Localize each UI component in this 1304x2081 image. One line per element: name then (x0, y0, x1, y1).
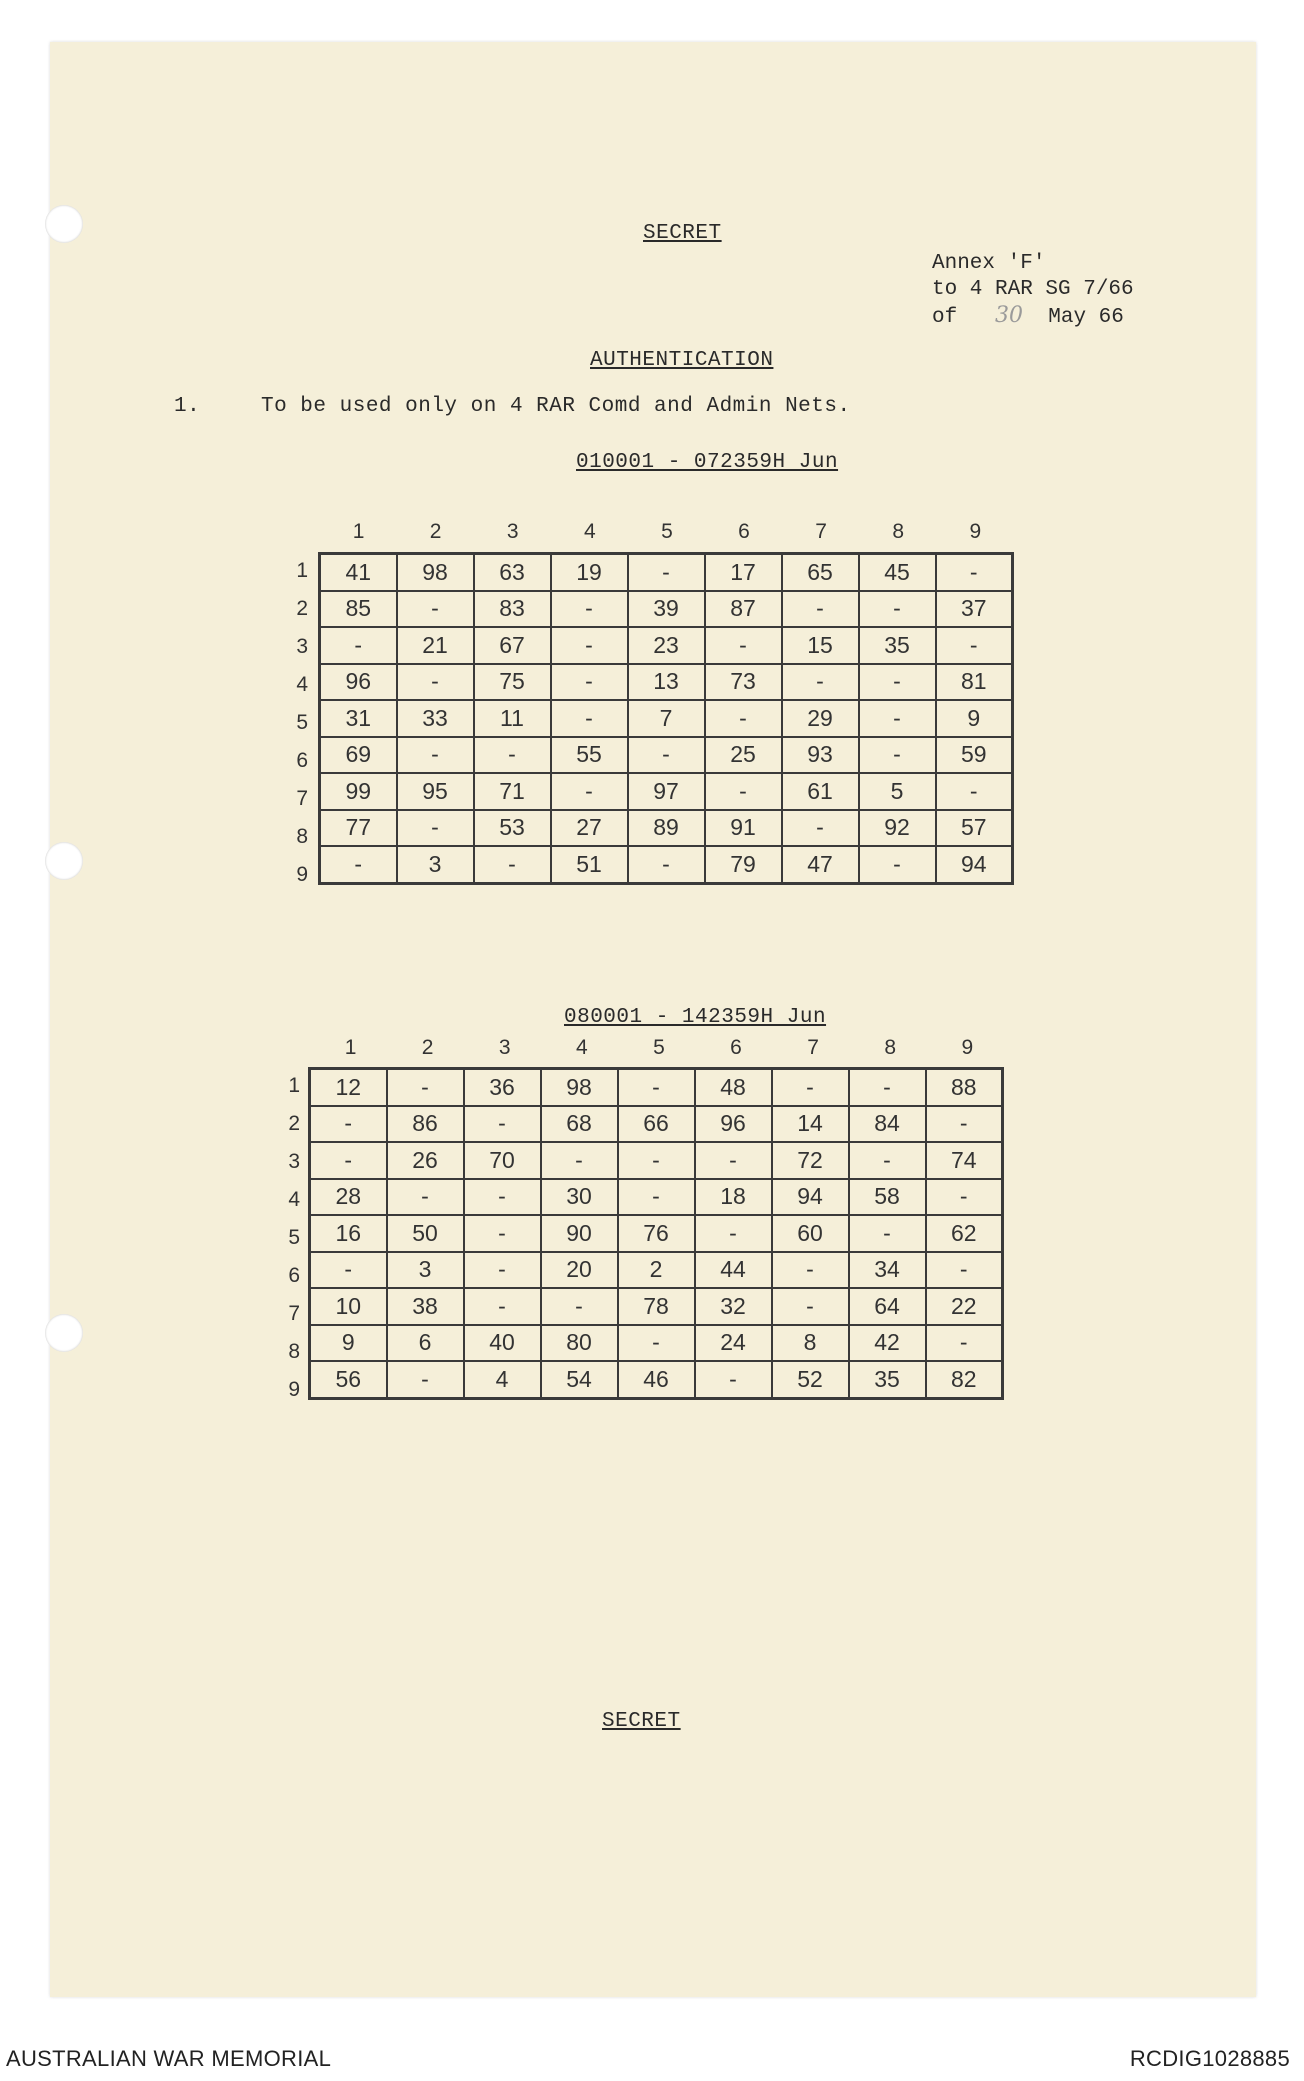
table-cell: 74 (926, 1142, 1003, 1179)
table-cell: 15 (782, 627, 859, 664)
table-cell: 18 (695, 1179, 772, 1216)
column-headers-2 (312, 1036, 1006, 1060)
table-period-1: 010001 - 072359H Jun (576, 451, 839, 474)
row-header: 9 (288, 1378, 300, 1401)
table-cell: - (849, 1142, 926, 1179)
row-header: 7 (296, 787, 308, 810)
column-header: 6 (738, 520, 750, 543)
table-cell: 87 (705, 591, 782, 628)
table-cell: 37 (936, 591, 1013, 628)
table-cell: 58 (849, 1179, 926, 1216)
table-cell: 3 (397, 846, 474, 883)
archive-footer-right: RCDIG1028885 (1129, 2046, 1290, 2071)
table-cell: 94 (936, 846, 1013, 883)
table-cell: - (310, 1142, 387, 1179)
table-cell: 31 (320, 700, 397, 737)
table-cell: 68 (541, 1106, 618, 1143)
table-cell: - (926, 1106, 1003, 1143)
table-cell: - (849, 1069, 926, 1106)
table-row (310, 1252, 1003, 1289)
table-cell: 59 (936, 737, 1013, 774)
table-cell: 35 (849, 1361, 926, 1398)
table-cell: - (936, 627, 1013, 664)
table-cell: 32 (695, 1288, 772, 1325)
row-header: 7 (288, 1302, 300, 1325)
table-cell: 98 (541, 1069, 618, 1106)
row-header: 8 (296, 825, 308, 848)
table-period-2: 080001 - 142359H Jun (564, 1006, 827, 1029)
table-row (320, 554, 1013, 591)
table-cell: 34 (849, 1252, 926, 1289)
table-row (320, 627, 1013, 664)
table-cell: 44 (695, 1252, 772, 1289)
table-cell: 13 (628, 664, 705, 701)
table-cell: 61 (782, 773, 859, 810)
classification-bottom: SECRET (602, 1710, 681, 1733)
table-cell: - (628, 737, 705, 774)
row-headers-1 (282, 552, 308, 894)
table-cell: 25 (705, 737, 782, 774)
table-cell: 45 (859, 554, 936, 591)
table-cell: - (618, 1142, 695, 1179)
table-cell: - (782, 591, 859, 628)
table-cell: 57 (936, 810, 1013, 847)
table-cell: - (551, 627, 628, 664)
table-cell: - (782, 810, 859, 847)
table-cell: 27 (551, 810, 628, 847)
table-cell: 88 (926, 1069, 1003, 1106)
column-header: 4 (583, 520, 596, 543)
table-cell: - (310, 1252, 387, 1289)
annex-line-3 (932, 303, 1134, 331)
table-cell: 78 (618, 1288, 695, 1325)
table-cell: 89 (628, 810, 705, 847)
document-title: AUTHENTICATION (590, 349, 774, 372)
column-header: 4 (575, 1036, 588, 1059)
row-header: 5 (288, 1226, 300, 1249)
table-cell: - (772, 1252, 849, 1289)
table-cell: 8 (772, 1325, 849, 1362)
table-cell: 60 (772, 1215, 849, 1252)
table-cell: 23 (628, 627, 705, 664)
table-cell: - (695, 1142, 772, 1179)
paragraph-text: To be used only on 4 RAR Comd and Admin Nets. (261, 395, 851, 418)
table-cell: 19 (551, 554, 628, 591)
table-row (310, 1106, 1003, 1143)
table-cell: 65 (782, 554, 859, 591)
table-cell: 71 (474, 773, 551, 810)
table-cell: 53 (474, 810, 551, 847)
table-cell: 40 (464, 1325, 541, 1362)
table-cell: 82 (926, 1361, 1003, 1398)
row-header: 2 (288, 1112, 300, 1135)
table-row (320, 664, 1013, 701)
table-cell: - (541, 1288, 618, 1325)
table-cell: - (926, 1325, 1003, 1362)
table-row (320, 737, 1013, 774)
table-cell: - (859, 664, 936, 701)
table-cell: - (695, 1215, 772, 1252)
table-body (310, 1069, 1003, 1399)
table-cell: - (310, 1106, 387, 1143)
table-cell: 20 (541, 1252, 618, 1289)
table-cell: - (551, 664, 628, 701)
row-header: 1 (288, 1074, 300, 1097)
classification-top: SECRET (643, 222, 722, 245)
column-header: 3 (506, 520, 519, 543)
row-header: 8 (288, 1340, 300, 1363)
table-cell: 17 (705, 554, 782, 591)
table-cell: 21 (397, 627, 474, 664)
table-cell: - (926, 1252, 1003, 1289)
column-header: 2 (421, 1036, 434, 1059)
column-header: 3 (498, 1036, 511, 1059)
table-cell: 85 (320, 591, 397, 628)
table-cell: - (464, 1288, 541, 1325)
table-row (320, 846, 1013, 883)
table-row (310, 1325, 1003, 1362)
table-cell: - (464, 1252, 541, 1289)
table-cell: 56 (310, 1361, 387, 1398)
table-cell: 30 (541, 1179, 618, 1216)
table-cell: - (618, 1069, 695, 1106)
row-header: 9 (296, 863, 308, 886)
table-cell: 42 (849, 1325, 926, 1362)
column-header: 8 (892, 520, 905, 543)
table-cell: - (474, 737, 551, 774)
table-cell: 94 (772, 1179, 849, 1216)
table-cell: 36 (464, 1069, 541, 1106)
handwritten-date: 30 (995, 303, 1024, 328)
table-cell: - (320, 627, 397, 664)
table-cell: 95 (397, 773, 474, 810)
table-cell: 6 (387, 1325, 464, 1362)
column-header: 2 (429, 520, 442, 543)
table-cell: - (397, 810, 474, 847)
row-header: 5 (296, 711, 308, 734)
table-cell: 69 (320, 737, 397, 774)
table-cell: 5 (859, 773, 936, 810)
table-cell: 48 (695, 1069, 772, 1106)
table-cell: - (926, 1179, 1003, 1216)
table-cell: - (474, 846, 551, 883)
table-cell: 79 (705, 846, 782, 883)
table-cell: 9 (310, 1325, 387, 1362)
table-cell: 63 (474, 554, 551, 591)
table-cell: - (859, 737, 936, 774)
table-cell: - (705, 627, 782, 664)
table-cell: 46 (618, 1361, 695, 1398)
table-cell: - (772, 1069, 849, 1106)
table-cell: - (849, 1215, 926, 1252)
table-row (320, 810, 1013, 847)
punch-hole (45, 1314, 83, 1352)
table-cell: - (387, 1069, 464, 1106)
table-cell: - (551, 591, 628, 628)
table-cell: 70 (464, 1142, 541, 1179)
table-cell: - (772, 1288, 849, 1325)
table-cell: 96 (320, 664, 397, 701)
table-cell: - (320, 846, 397, 883)
table-row (320, 591, 1013, 628)
table-cell: 80 (541, 1325, 618, 1362)
annex-line-1: Annex 'F' (932, 252, 1046, 275)
table-cell: 99 (320, 773, 397, 810)
table-cell: 51 (551, 846, 628, 883)
table-cell: 76 (618, 1215, 695, 1252)
table-cell: - (397, 664, 474, 701)
row-header: 2 (296, 597, 308, 620)
table-cell: - (859, 700, 936, 737)
table-cell: 67 (474, 627, 551, 664)
table-row (310, 1215, 1003, 1252)
table-cell: 91 (705, 810, 782, 847)
table-cell: 84 (849, 1106, 926, 1143)
table-cell: 77 (320, 810, 397, 847)
table-cell: 75 (474, 664, 551, 701)
table-cell: - (936, 554, 1013, 591)
table-row (320, 773, 1013, 810)
table-cell: - (397, 591, 474, 628)
table-cell: - (551, 773, 628, 810)
column-header: 1 (344, 1036, 357, 1059)
table-cell: 2 (618, 1252, 695, 1289)
table-cell: - (464, 1106, 541, 1143)
column-header: 7 (807, 1036, 819, 1059)
table-row (310, 1179, 1003, 1216)
table-cell: 22 (926, 1288, 1003, 1325)
table-row (320, 700, 1013, 737)
table-cell: - (387, 1361, 464, 1398)
table-cell: 7 (628, 700, 705, 737)
table-cell: 47 (782, 846, 859, 883)
archive-footer-left: AUSTRALIAN WAR MEMORIAL (6, 2046, 332, 2071)
annex-of: of (932, 306, 958, 329)
table-cell: 93 (782, 737, 859, 774)
table-cell: - (695, 1361, 772, 1398)
table-cell: - (464, 1179, 541, 1216)
row-header: 1 (296, 559, 308, 582)
table-cell: - (628, 554, 705, 591)
row-header: 6 (288, 1264, 300, 1287)
table-row (310, 1069, 1003, 1106)
table-body (320, 554, 1013, 884)
column-header: 9 (969, 520, 982, 543)
annex-line-2: to 4 RAR SG 7/66 (932, 278, 1134, 301)
annex-month-year: May 66 (1048, 306, 1124, 329)
table-cell: - (397, 737, 474, 774)
column-header: 9 (961, 1036, 974, 1059)
table-cell: - (705, 700, 782, 737)
authentication-table-1 (318, 552, 1014, 885)
table-cell: 38 (387, 1288, 464, 1325)
table-cell: - (541, 1142, 618, 1179)
table-cell: 33 (397, 700, 474, 737)
table-cell: 11 (474, 700, 551, 737)
table-cell: 96 (695, 1106, 772, 1143)
row-header: 3 (296, 635, 308, 658)
column-header: 6 (730, 1036, 742, 1059)
table-cell: 39 (628, 591, 705, 628)
table-row (310, 1288, 1003, 1325)
table-cell: - (551, 700, 628, 737)
column-headers-1 (320, 520, 1014, 544)
table-cell: 72 (772, 1142, 849, 1179)
table-cell: - (618, 1179, 695, 1216)
table-cell: 97 (628, 773, 705, 810)
column-header: 7 (815, 520, 827, 543)
column-header: 1 (352, 520, 365, 543)
table-row (310, 1361, 1003, 1398)
table-cell: 83 (474, 591, 551, 628)
punch-hole (45, 205, 83, 243)
table-cell: 35 (859, 627, 936, 664)
table-cell: 98 (397, 554, 474, 591)
annex-reference (932, 251, 1134, 331)
table-cell: 24 (695, 1325, 772, 1362)
table-cell: 3 (387, 1252, 464, 1289)
table-cell: 28 (310, 1179, 387, 1216)
table-row (310, 1142, 1003, 1179)
column-header: 8 (884, 1036, 897, 1059)
table-cell: 54 (541, 1361, 618, 1398)
row-headers-2 (274, 1067, 300, 1409)
paragraph-number: 1. (174, 395, 201, 418)
table-cell: 90 (541, 1215, 618, 1252)
table-cell: 81 (936, 664, 1013, 701)
table-cell: - (618, 1325, 695, 1362)
table-cell: - (387, 1179, 464, 1216)
table-cell: 86 (387, 1106, 464, 1143)
row-header: 4 (296, 673, 308, 696)
table-cell: 50 (387, 1215, 464, 1252)
table-cell: - (705, 773, 782, 810)
table-cell: 26 (387, 1142, 464, 1179)
table-cell: - (859, 846, 936, 883)
row-header: 3 (288, 1150, 300, 1173)
row-header: 4 (288, 1188, 300, 1211)
table-cell: 66 (618, 1106, 695, 1143)
column-header: 5 (661, 520, 673, 543)
table-cell: - (628, 846, 705, 883)
table-cell: 73 (705, 664, 782, 701)
punch-hole (45, 842, 83, 880)
table-cell: 4 (464, 1361, 541, 1398)
table-cell: 41 (320, 554, 397, 591)
table-cell: 9 (936, 700, 1013, 737)
table-cell: 92 (859, 810, 936, 847)
table-cell: 29 (782, 700, 859, 737)
table-cell: - (859, 591, 936, 628)
row-header: 6 (296, 749, 308, 772)
table-cell: 16 (310, 1215, 387, 1252)
table-cell: 12 (310, 1069, 387, 1106)
table-cell: 52 (772, 1361, 849, 1398)
table-cell: 10 (310, 1288, 387, 1325)
column-header: 5 (653, 1036, 665, 1059)
table-cell: - (464, 1215, 541, 1252)
authentication-table-2 (308, 1067, 1004, 1400)
table-cell: - (936, 773, 1013, 810)
table-cell: - (782, 664, 859, 701)
table-cell: 55 (551, 737, 628, 774)
table-cell: 14 (772, 1106, 849, 1143)
table-cell: 62 (926, 1215, 1003, 1252)
table-cell: 64 (849, 1288, 926, 1325)
